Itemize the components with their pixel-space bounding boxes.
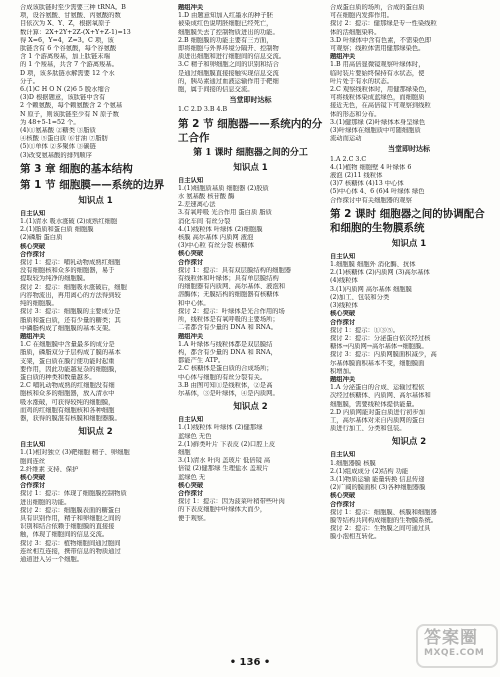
- text-line: 探讨 3：提示：内质网膜面积减少，高: [330, 351, 437, 359]
- lesson-title: 第 1 课时 细胞器之间的分工: [193, 147, 308, 158]
- text-line: 尔基体膜面积基本不变，细胞膜面: [330, 359, 425, 367]
- text-line: 3.C 精子和卵细胞之间的识别和结合: [178, 61, 279, 69]
- text-line: 通道进入另一个细胞。: [20, 555, 83, 563]
- text-line: 工，高尔基体对来自内质网的蛋白: [330, 416, 425, 424]
- subsection-label: 自主认知: [20, 441, 46, 449]
- knowledge-point-heading: 知识点 2: [233, 402, 268, 413]
- text-line: 探讨 2：提示：细胞吸水涨破后，细胞: [20, 283, 127, 291]
- text-line: 为 48+5-1=52 个。: [20, 118, 80, 126]
- text-line: 水 氨基酸 核苷酸 酶: [178, 193, 235, 201]
- subsection-label: 题组冲关: [20, 332, 46, 340]
- subsection-label: 合作探讨: [20, 250, 46, 258]
- subsection-label: 自主认知: [330, 252, 356, 260]
- text-line: 1.A 叶绿体与线粒体都是双层膜结: [178, 340, 273, 348]
- watermark-main-text: 答案圈: [424, 628, 478, 648]
- text-line: (2)广阔的膜面积 (3)各种细胞器膜: [330, 484, 426, 492]
- knowledge-point-heading: 知识点 2: [391, 437, 427, 448]
- subsection-label: 合作探讨: [20, 482, 46, 490]
- text-line: 胞核和众多的细胞器，放入清水中: [20, 390, 115, 398]
- text-line: 胞间连丝: [20, 457, 46, 465]
- text-line: 接近无色，在高倍镜下可观察到线粒: [330, 102, 431, 110]
- text-line: (2)磷脂 蛋白质: [20, 234, 63, 242]
- text-line: 探讨 1：提示：具有双层膜结构的细胞器: [178, 266, 292, 274]
- text-line: 体的活细胞染料。: [330, 28, 381, 36]
- text-line: 2.(1)核糖体 (2)内质网 (3)高尔基体: [330, 269, 430, 277]
- column-right: [330, 4, 488, 654]
- subsection-label: 核心突破: [178, 250, 204, 258]
- section-title: 第 2 节 细胞器——系统内的分工合作: [178, 117, 323, 144]
- text-line: 探讨 1：提示：体现了细胞膜控制物质: [20, 490, 127, 498]
- text-line: 3.(1)内质网 高尔基体 细胞膜: [330, 285, 412, 293]
- text-line: 被染成红色说明胚细胞已经死亡，: [178, 20, 273, 28]
- text-line: 细胞: [178, 448, 191, 456]
- text-line: 2.C 核糖体是蛋白质的合成场所；: [178, 365, 273, 373]
- text-line: 液泡 (2)11 线粒体: [330, 172, 383, 180]
- text-line: 膜小泡相互转化。: [330, 533, 381, 541]
- text-line: 1.细胞膜 细胞外 消化酶、抗体: [330, 261, 416, 269]
- text-line: (3)D 根据题意，该肽链中含有: [20, 94, 106, 102]
- review-heading: 当堂即时达标: [388, 145, 430, 154]
- text-line: 3.(1)清水 叶肉 盖玻片 低倍镜 高: [178, 457, 271, 465]
- text-line: (3)线粒体: [330, 302, 358, 310]
- text-line: 中磷脂构成了细胞膜的基本支架。: [20, 324, 115, 332]
- text-line: 探讨 1：提示：①③⑤。: [330, 326, 399, 334]
- text-line: 质进出细胞和进行细胞间的信息交流。: [178, 53, 286, 61]
- text-line: 探讨 1：提示：哺乳动物成熟红细胞: [20, 259, 121, 267]
- text-line: 内容物流出，再用离心的方法得到较: [20, 291, 121, 299]
- text-line: 进出细胞的功能。: [20, 498, 71, 506]
- text-line: 2.C 观察线粒体时，用健那绿染色，: [330, 86, 431, 94]
- text-line: 2.差速离心法: [178, 201, 216, 209]
- text-line: 即将细胞与外界环境分隔开、控制物: [178, 45, 279, 53]
- text-line: 3.D 叶绿体中含有色素，不需染色即: [330, 36, 432, 44]
- text-line: (2)加工、包装和分类: [330, 293, 390, 301]
- text-line: 积增加。: [330, 367, 356, 375]
- text-line: 探讨 2：提示：叶绿体是光合作用的场: [178, 307, 285, 315]
- text-line: 探讨 2：提示：分泌蛋白依次经过核: [330, 334, 431, 342]
- knowledge-point-heading: 知识点 1: [233, 162, 268, 173]
- text-line: 4.(1)线粒体 叶绿体 (2)细胞膜: [178, 225, 263, 233]
- text-line: 的细胞器有内质网、高尔基体、液泡和: [178, 283, 286, 291]
- text-line: 6.(1)C H O N (2)6 5 脱水缩合: [20, 86, 111, 94]
- text-line: 和中心体。: [178, 299, 210, 307]
- subsection-label: 自主认知: [178, 176, 204, 184]
- text-line: 1.C 在细胞膜中含量最多的成分是: [20, 341, 115, 349]
- text-line: 2.(1)脂质和蛋白质 细胞膜: [20, 226, 94, 234]
- text-line: 1.(1)相对独立 (3)靶细胞 精子、卵细胞: [20, 449, 130, 457]
- text-line: 1.(1)线粒体 叶绿体 (2)健那绿: [178, 424, 263, 432]
- text-line: 细胞膜，需要线粒体提供能量。: [330, 400, 419, 408]
- text-line: 脂质，磷脂双分子层构成了膜的基本: [20, 349, 121, 357]
- text-line: 叶片处于有水的状态。: [330, 77, 393, 85]
- subsection-label: 题组冲关: [330, 53, 356, 61]
- knowledge-point-heading: 知识点 1: [391, 238, 427, 249]
- subsection-label: 合作探讨: [330, 500, 356, 508]
- text-line: 要作用，因此功能越复杂的细胞膜，: [20, 365, 121, 373]
- text-line: 提取较为纯净的细胞膜。: [20, 275, 90, 283]
- text-line: 所，线粒体是有氧呼吸的主要场所；: [178, 316, 279, 324]
- text-line: 溶酶体；无膜结构的细胞器有核糖体: [178, 291, 279, 299]
- subsection-label: 核心突破: [330, 492, 356, 500]
- subsection-label: 合作探讨: [330, 318, 356, 326]
- text-line: 核膜 高尔基体 内质网 液泡: [178, 234, 254, 242]
- text-line: 合成该肽链时至少需要三种 tRNA。B: [20, 4, 126, 11]
- text-line: 便于观察。: [178, 514, 210, 522]
- text-line: 2 个赖氨酸，每个赖氨酸含 2 个氨基: [20, 102, 123, 110]
- text-line: 1.A 2.C 3.C: [330, 155, 367, 163]
- text-line: 连丝相互连接，携带信息的物质通过: [20, 547, 121, 555]
- text-line: 项，设谷氨酸、甘氨酸、丙氨酸的数: [20, 12, 121, 20]
- subsection-label: 核心突破: [178, 481, 204, 489]
- text-line: 体的形态和分布。: [330, 110, 381, 118]
- text-line: 1.D 由题意知加入红墨水的种子胚: [178, 12, 273, 20]
- text-line: 分子。: [20, 77, 39, 85]
- text-line: 数计算：2X+2Y+2Z-(X+Y+Z-1)=13: [20, 28, 131, 36]
- text-line: (4)①氨基酸 ②糖类 ③脂质: [20, 127, 96, 135]
- text-line: 探讨 2：提示：生物膜之间可通过具: [330, 525, 431, 533]
- text-line: 可观察；线粒体需用健那绿染色。: [330, 45, 425, 53]
- text-line: 可在细胞内发挥作用。: [330, 12, 393, 20]
- text-line: 都能产生 ATP。: [178, 357, 225, 365]
- text-line: 质进行加工、分类和包装。: [330, 425, 406, 433]
- text-line: 合成蛋白质的场所，合成的蛋白质: [330, 4, 425, 11]
- subsection-label: 核心突破: [20, 473, 46, 481]
- page-number: • 136 •: [229, 657, 271, 668]
- column-left: [20, 4, 171, 654]
- watermark-logo: [424, 628, 494, 672]
- text-line: 蓝绿色 无: [178, 473, 206, 481]
- text-line: 探讨 3：提示：植物细胞间通过胞间: [20, 539, 121, 547]
- text-line: 的下表皮细胞中叶绿体大而少，: [178, 506, 267, 514]
- text-line: 1.(1)清水 吸水涨破 (2)成熟红细胞: [20, 218, 118, 226]
- text-line: 中心体与细胞的有丝分裂有关。: [178, 373, 267, 381]
- text-line: 1.细胞器膜 核膜: [330, 459, 376, 467]
- text-line: 的，胰岛素通过血液运输作用于靶细: [178, 77, 279, 85]
- subsection-label: 自主认知: [330, 451, 356, 459]
- text-line: 1.B 用高倍显微镜观察叶绿体时，: [330, 61, 425, 69]
- text-line: 是通过细胞膜直接接触实现信息交流: [178, 69, 279, 77]
- column-middle: [178, 4, 323, 654]
- text-line: (5)①单体 ②多聚体 ③碳链: [20, 143, 96, 151]
- text-line: 有线粒体和叶绿体；具有单层膜结构: [178, 275, 279, 283]
- text-line: 目依次为 X、Y、Z，根据氧原子: [20, 20, 111, 28]
- text-line: 探讨 1：提示：细胞膜、核膜和细胞器: [330, 508, 437, 516]
- section-title: 第 3 章 细胞的基本结构: [20, 162, 133, 175]
- text-line: 1.(1)细胞质基质 细胞器 (2)胶质: [178, 184, 269, 192]
- text-line: 构，都含有少量的 DNA 和 RNA，: [178, 348, 277, 356]
- text-line: 3.(1)物质运输 能量转换 信息传递: [330, 475, 425, 483]
- subsection-label: 题组冲关: [178, 332, 204, 340]
- text-line: (5)中心体 4、6 (6)4 叶绿体 绿色: [330, 188, 425, 196]
- knowledge-point-heading: 知识点 2: [78, 427, 113, 438]
- text-line: (3)7 核糖体 (4)13 中心体: [330, 180, 404, 188]
- subsection-label: 自主认知: [178, 416, 204, 424]
- text-line: 触，体现了细胞间的信息交流。: [20, 531, 109, 539]
- text-line: (3)中心粒 有丝分裂 核糖体: [178, 242, 254, 250]
- text-line: 支架，蛋白质在膜行使功能时起重: [20, 357, 115, 365]
- subsection-label: 核心突破: [330, 310, 356, 318]
- text-line: 探讨 3：提示：细胞膜的主要成分是: [20, 308, 121, 316]
- text-line: 二者都含有少量的 DNA 和 RNA。: [178, 324, 277, 332]
- text-line: (4)线粒体: [330, 277, 358, 285]
- section-title: 第 1 节 细胞膜——系统的边界: [20, 178, 165, 191]
- text-line: 1.C 2.D 3.B 4.B: [178, 106, 228, 114]
- text-line: 胞，属于间接的信息交流。: [178, 86, 254, 94]
- text-line: 2.纤维素 支持、保护: [20, 465, 79, 473]
- text-line: (3)叶绿体在细胞质中可随细胞质: [330, 127, 421, 135]
- text-line: 膜等结构共同构成细胞的生物膜系统。: [330, 516, 438, 524]
- watermark-sub-text: MXQE.COM: [424, 648, 485, 658]
- text-line: 纯的细胞膜。: [20, 300, 58, 308]
- text-line: N 原子，则该肽链至少有 N 原子数: [20, 110, 119, 118]
- text-line: 含 1 个游离羧基，加上肽链末端: [20, 53, 110, 61]
- text-line: 3.(1)健那绿 (2)叶绿体本身呈绿色: [330, 118, 426, 126]
- text-line: 2.(1)组成成分 (2)结构 功能: [330, 467, 409, 475]
- text-line: 的 1 个羧基，共含 7 个游离羧基。: [20, 61, 118, 69]
- text-line: ④核酸 ⑤蛋白质 ⑥甘油 ⑦脂肪: [20, 135, 108, 143]
- text-line: 识别和结合依赖于细胞膜的直接接: [20, 523, 115, 531]
- text-line: 没有细胞核和众多的细胞器，易于: [20, 267, 115, 275]
- watermark-frame: [416, 624, 498, 668]
- text-line: 而鸡的红细胞有细胞核和各种细胞: [20, 406, 115, 414]
- text-line: 得 X=6，Y=4，Z=3。C 项，该: [20, 36, 114, 44]
- text-line: 2.B 细胞膜的功能主要有三方面，: [178, 36, 273, 44]
- text-line: 2.D 内质网能对蛋白质进行初步加: [330, 408, 425, 416]
- text-line: 探讨 2：提示：健那绿是专一性染线粒: [330, 20, 437, 28]
- text-line: 脂质和蛋白质，还有少量的糖类；其: [20, 316, 121, 324]
- text-line: 4.(1)植物 细胞壁 4 叶绿体 6: [330, 163, 412, 171]
- text-line: 糖体→内质网→高尔基体→细胞膜。: [330, 343, 428, 351]
- text-line: 临时装片要始终保持有水状态，使: [330, 69, 425, 77]
- text-line: 蛋白质的种类和数量越多。: [20, 373, 96, 381]
- subsection-label: 题组冲关: [330, 375, 356, 383]
- text-line: 流动而运动: [330, 135, 362, 143]
- text-line: 1.A 分泌蛋白的合成、运输过程依: [330, 384, 425, 392]
- text-line: 吸水涨破，可获得较纯的细胞膜，: [20, 398, 115, 406]
- text-line: 可将线粒体染成蓝绿色，而细胞质: [330, 94, 425, 102]
- text-line: 2.(1)藓类叶片 下表皮 (2)口腔上皮: [178, 440, 276, 448]
- text-line: 次经过核糖体、内质网、高尔基体和: [330, 392, 431, 400]
- text-line: 肽链含有 6 个谷氨酸，每个谷氨酸: [20, 45, 117, 53]
- text-line: 探讨 1：提示：因为菠菜叶稍带些叶肉: [178, 498, 285, 506]
- text-line: 3.B 由图可知①是线粒体，②是高: [178, 381, 273, 389]
- text-line: 倍镜 (2)健那绿 生理盐水 盖玻片: [178, 465, 269, 473]
- subsection-label: 合作探讨: [178, 258, 204, 266]
- text-line: 细胞膜失去了控制物质进出的功能。: [178, 28, 279, 36]
- text-line: 探讨 2：提示：细胞膜表面的糖蛋白: [20, 506, 121, 514]
- text-line: 3.有氧呼吸 光合作用 蛋白质 脂质: [178, 209, 272, 217]
- text-line: 2.C 哺乳动物成熟的红细胞没有细: [20, 382, 115, 390]
- text-line: 蓝绿色 无色: [178, 432, 212, 440]
- text-line: (3)改变氨基酸的排列顺序: [20, 151, 92, 159]
- subsection-label: 题组冲关: [178, 4, 204, 11]
- text-line: D 项，该多肽链水解需要 12 个水: [20, 69, 115, 77]
- review-heading: 当堂即时达标: [229, 96, 272, 105]
- text-line: 器，获得的膜混有核膜和细胞器膜。: [20, 414, 121, 422]
- text-line: 合作探讨中有关细胞器的观察: [330, 196, 412, 204]
- subsection-label: 自主认知: [20, 209, 46, 217]
- text-line: 尔基体，③是叶绿体，④是内质网。: [178, 389, 279, 397]
- section-title: 第 2 课时 细胞器之间的协调配合和细胞的生物膜系统: [330, 207, 485, 234]
- subsection-label: 核心突破: [20, 242, 46, 250]
- subsection-label: 合作探讨: [178, 489, 204, 497]
- text-line: 具有识别作用，精子和卵细胞之间的: [20, 514, 121, 522]
- text-line: 消化车间 有丝分裂: [178, 217, 231, 225]
- knowledge-point-heading: 知识点 1: [78, 195, 113, 206]
